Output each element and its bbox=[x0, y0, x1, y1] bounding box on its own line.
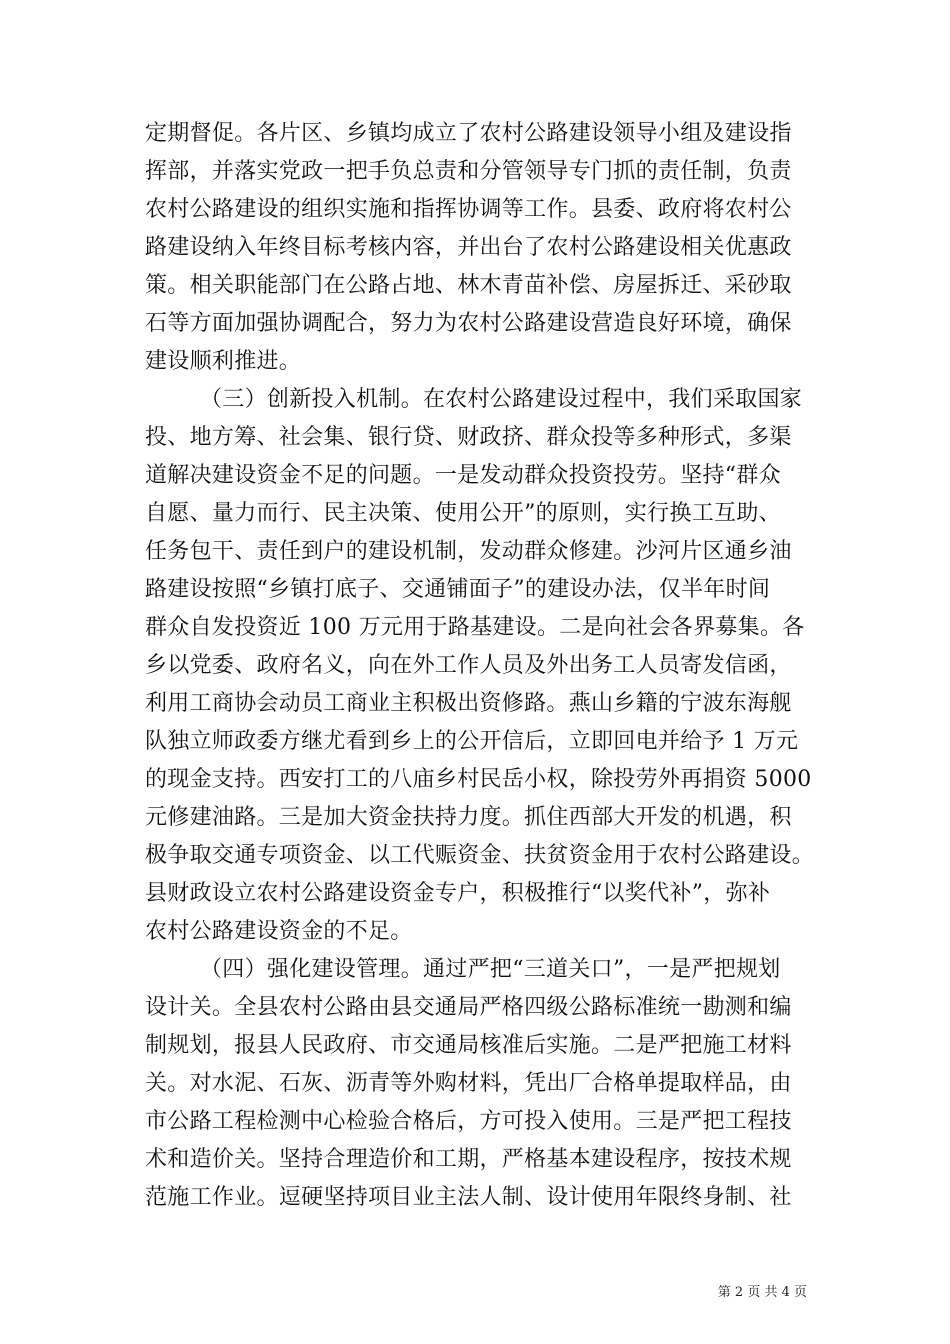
text-line: 极争取交通专项资金、以工代赈资金、扶贫资金用于农村公路建设。 bbox=[145, 843, 815, 868]
text-line: 设计关。全县农村公路由县交通局严格四级公路标准统一勘测和编 bbox=[145, 995, 792, 1020]
text-line: 农村公路建设资金的不足。 bbox=[145, 919, 413, 944]
text-line: 投、地方筹、社会集、银行贷、财政挤、群众投等多种形式，多渠 bbox=[145, 425, 792, 450]
text-line: 利用工商协会动员工商业主积极出资修路。燕山乡籍的宁波东海舰 bbox=[145, 691, 792, 716]
text-line: 石等方面加强协调配合，努力为农村公路建设营造良好环境，确保 bbox=[145, 311, 792, 336]
page-number: 第 2 页 共 4 页 bbox=[717, 1285, 807, 1300]
text-line: 队独立师政委方继尤看到乡上的公开信后，立即回电并给予 1 万元 bbox=[145, 729, 799, 754]
text-line: 群众自发投资近 100 万元用于路基建设。二是向社会各界募集。各 bbox=[145, 615, 805, 640]
text-line: 定期督促。各片区、乡镇均成立了农村公路建设领导小组及建设指 bbox=[145, 121, 792, 146]
text-line: 乡以党委、政府名义，向在外工作人员及外出务工人员寄发信函， bbox=[145, 653, 792, 678]
text-line: 道解决建设资金不足的问题。一是发动群众投资投劳。坚持“群众 bbox=[145, 463, 781, 488]
text-line: 建设顺利推进。 bbox=[145, 349, 302, 374]
text-line: 的现金支持。西安打工的八庙乡村民岳小权，除投劳外再捐资 5000 bbox=[145, 767, 812, 792]
text-line: 范施工作业。逗硬坚持项目业主法人制、设计使用年限终身制、社 bbox=[145, 1185, 792, 1210]
text-line: 策。相关职能部门在公路占地、林木青苗补偿、房屋拆迁、采砂取 bbox=[145, 273, 792, 298]
paragraph-heading-line: （三）创新投入机制。在农村公路建设过程中，我们采取国家 bbox=[200, 387, 803, 412]
text-line: 路建设纳入年终目标考核内容，并出台了农村公路建设相关优惠政 bbox=[145, 235, 792, 260]
text-line: 挥部，并落实党政一把手负总责和分管领导专门抓的责任制，负责 bbox=[145, 159, 792, 184]
text-line: 元修建油路。三是加大资金扶持力度。抓住西部大开发的机遇，积 bbox=[145, 805, 792, 830]
text-line: 农村公路建设的组织实施和指挥协调等工作。县委、政府将农村公 bbox=[145, 197, 792, 222]
text-line: 关。对水泥、石灰、沥青等外购材料，凭出厂合格单提取样品，由 bbox=[145, 1071, 792, 1096]
text-line: 市公路工程检测中心检验合格后，方可投入使用。三是严把工程技 bbox=[145, 1109, 792, 1134]
text-line: 术和造价关。坚持合理造价和工期，严格基本建设程序，按技术规 bbox=[145, 1147, 792, 1172]
text-line: 任务包干、责任到户的建设机制，发动群众修建。沙河片区通乡油 bbox=[145, 539, 792, 564]
paragraph-heading-line: （四）强化建设管理。通过严把“三道关口”，一是严把规划 bbox=[200, 957, 781, 982]
text-line: 县财政设立农村公路建设资金专户，积极推行“以奖代补”，弥补 bbox=[145, 881, 771, 906]
text-line: 自愿、量力而行、民主决策、使用公开”的原则，实行换工互助、 bbox=[145, 501, 781, 526]
text-line: 路建设按照“乡镇打底子、交通铺面子”的建设办法，仅半年时间 bbox=[145, 577, 771, 602]
text-line: 制规划，报县人民政府、市交通局核准后实施。二是严把施工材料 bbox=[145, 1033, 792, 1058]
